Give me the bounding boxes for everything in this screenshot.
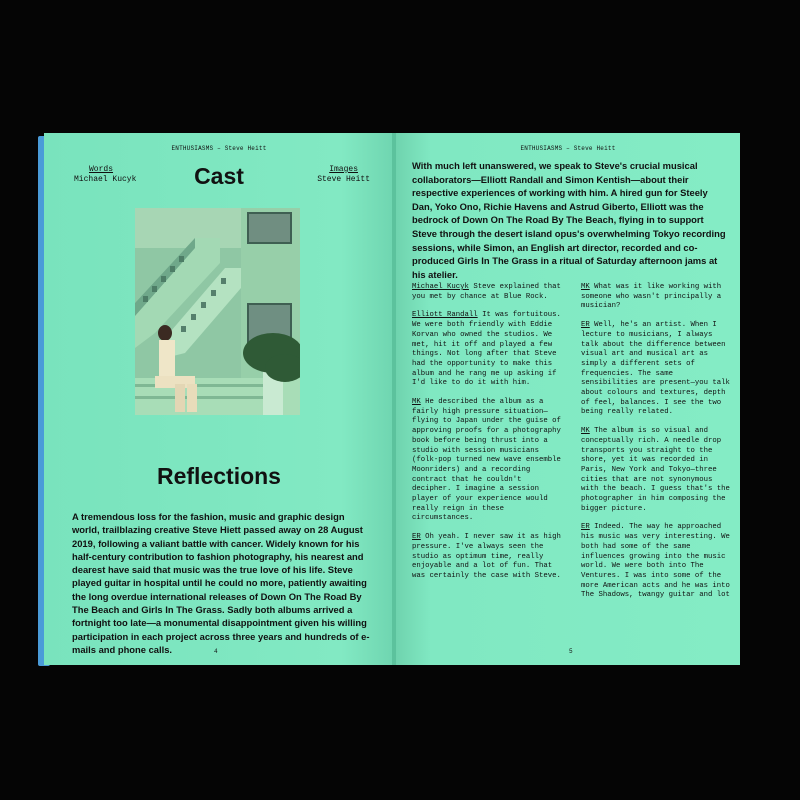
- right-page: [396, 133, 740, 665]
- page-number: 5: [569, 648, 573, 655]
- entry-text: The album is so visual and conceptually rich. A needle drop transports you straight to the shore, yet it was recorded in Paris, New York and Tokyo—three cities that are not synonymous with the beach. I guess that's the photographer in him composing the bigger picture.: [581, 427, 730, 513]
- interview-entry: [581, 427, 731, 514]
- words-name: Michael Kucyk: [74, 175, 137, 184]
- interview-column-2: [581, 283, 731, 610]
- entry-text: It was fortuitous. We were both friendly with Eddie Korvan who owned the studios. We met, hit it off and played a few things. Not long after that Steve had the opportunity to make this album and he rang me up asking if I'd like to do it with him.: [412, 311, 561, 388]
- entry-text: Oh yeah. I never saw it as high pressure. I've always seen the studio as optimum time, really enjoyable and a lot of fun. That was certainly the case with Steve.: [412, 533, 561, 580]
- interview-entry: [412, 398, 562, 524]
- images-credit: [317, 165, 370, 185]
- interview-entry: [412, 311, 562, 389]
- interview-column-1: [412, 283, 562, 591]
- interview-entry: [581, 283, 731, 312]
- interview-entry: [412, 283, 562, 302]
- entry-text: Well, he's an artist. When I lecture to musicians, I always talk about the difference between visual art and musical art as simply a different sets of frequencies. The same sensibilities are present—you talk about colours and textures, depth of feel, balances. I see the two being really related.: [581, 321, 730, 417]
- interview-entry: [581, 321, 731, 418]
- page-number: 4: [214, 648, 218, 655]
- left-page: [44, 133, 394, 665]
- speaker: ER: [581, 321, 590, 330]
- interview-entry: [581, 523, 731, 601]
- words-label: Words: [89, 165, 114, 174]
- section-title: Reflections: [157, 463, 281, 489]
- speaker: MK: [581, 283, 590, 291]
- entry-text: He described the album as a fairly high pressure situation—flying to Japan under the guise of approving proofs for a photography book before being thrust into a studio with session musicians (folk-pop turned new wave ensemble Moonriders) and a recording contract that he couldn't decipher. I imagine a session player of your experience would really reign in these circumstances.: [412, 398, 561, 523]
- speaker: ER: [412, 533, 421, 542]
- images-label: Images: [329, 165, 358, 174]
- entry-text: Indeed. The way he approached his music was very interesting. We both had some of the same influences growing into the music world. We were both into The Ventures. I was into some of the more American acts and he was into The Shadows, twangy guitar and lot: [581, 523, 730, 600]
- speaker: MK: [581, 427, 590, 436]
- lead-paragraph: A tremendous loss for the fashion, music and graphic design world, trailblazing creative Steve Hiett passed away on 28 August 2019, following a valiant battle with cancer. Widely known for his half-century contribution to fashion photography, his nearest and dearest have said that music was the true love of his life. Steve played guitar in hospital until he could no more, patiently awaiting the long overdue international releases of Down On The Road By The Beach and Girls In The Grass. Sadly both albums arrived a fortnight too late—a monumental disappointment given his willing participation in each project across three years and hundreds of e-mails and phone calls.: [72, 511, 370, 655]
- entry-text: Steve explained that you met by chance at Blue Rock.: [412, 283, 561, 301]
- intro-paragraph: With much left unanswered, we speak to Steve's crucial musical collaborators—Elliott Randall and Simon Kentish—about their respective experiences of working with him. A hired gun for Steely Dan, Yoko Ono, Richie Havens and Astrud Giberto, Elliott was the bedrock of Down On The Road By The Beach, flying in to support Steve through the desert island opus's overwhelming Tokyo recording sessions, while Simon, an English art director, recorded and co-produced Girls In The Grass in a ritual of Saturday afternoon jams at his atelier.: [412, 160, 726, 280]
- magazine-spread: [44, 133, 740, 665]
- man-on-stairs-photo: [135, 208, 300, 415]
- page-title: Cast: [194, 163, 244, 189]
- speaker: MK: [412, 398, 421, 407]
- images-name: Steve Heitt: [317, 175, 370, 184]
- speaker: Michael Kucyk: [412, 283, 469, 291]
- speaker: Elliott Randall: [412, 311, 478, 320]
- interview-entry: [412, 533, 562, 582]
- running-head: ENTHUSIASMS – Steve Heitt: [171, 145, 267, 152]
- running-head: ENTHUSIASMS – Steve Heitt: [520, 145, 616, 152]
- speaker: ER: [581, 523, 590, 532]
- entry-text: What was it like working with someone who wasn't principally a musician?: [581, 283, 722, 311]
